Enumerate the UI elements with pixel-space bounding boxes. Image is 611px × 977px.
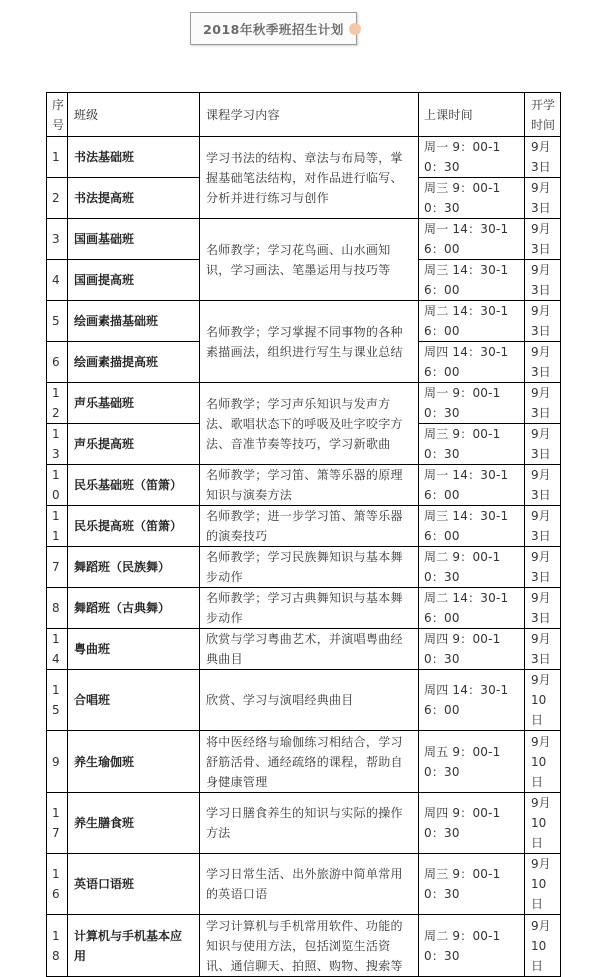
row-index: 7: [47, 547, 68, 588]
row-start: 9月3日: [525, 137, 561, 178]
row-start: 9月10日: [525, 793, 561, 854]
table-row: [47, 301, 561, 342]
row-start: 9月10日: [525, 915, 561, 977]
table-row: [47, 588, 561, 629]
header-content: 课程学习内容: [200, 93, 419, 137]
header-time: 上课时间: [419, 93, 525, 137]
table-row: [47, 793, 561, 854]
row-class: 舞蹈班（古典舞）: [68, 588, 200, 629]
row-content: 将中医经络与瑜伽练习相结合，学习舒筋活骨、通经疏络的课程，帮助自身健康管理: [200, 731, 419, 793]
row-start: 9月10日: [525, 670, 561, 731]
row-class: 民乐基础班（笛箫）: [68, 465, 200, 506]
row-time: 周一 9：00-10：30: [419, 137, 525, 178]
row-content: 学习日膳食养生的知识与实际的操作方法: [200, 793, 419, 854]
row-start: 9月3日: [525, 465, 561, 506]
row-start: 9月3日: [525, 424, 561, 465]
row-start: 9月3日: [525, 178, 561, 219]
row-content: 名师教学；学习民族舞知识与基本舞步动作: [200, 547, 419, 588]
row-index: 6: [47, 342, 68, 383]
row-content: 名师教学；学习古典舞知识与基本舞步动作: [200, 588, 419, 629]
row-start: 9月3日: [525, 547, 561, 588]
row-class: 养生瑜伽班: [68, 731, 200, 793]
row-class: 英语口语班: [68, 854, 200, 915]
row-time: 周三 9：00-10：30: [419, 424, 525, 465]
row-content: 学习计算机与手机常用软件、功能的知识与使用方法，包括浏览生活资讯、通信聊天、拍照、购物、搜索等: [200, 915, 419, 977]
row-start: 9月3日: [525, 260, 561, 301]
row-index: 8: [47, 588, 68, 629]
row-class: 绘画素描基础班: [68, 301, 200, 342]
row-class: 书法提高班: [68, 178, 200, 219]
row-time: 周一 14：30-16：00: [419, 465, 525, 506]
row-time: 周一 14：30-16：00: [419, 219, 525, 260]
row-time: 周二 14：30-16：00: [419, 588, 525, 629]
row-index: 15: [47, 670, 68, 731]
row-time: 周三 9：00-10：30: [419, 178, 525, 219]
row-content: 学习日常生活、出外旅游中简单常用的英语口语: [200, 854, 419, 915]
table-row: [47, 506, 561, 547]
enrollment-table: [46, 92, 561, 977]
header-class: 班级: [68, 93, 200, 137]
table-header-row: [47, 93, 561, 137]
row-content: 学习书法的结构、章法与布局等，掌握基础笔法结构，对作品进行临写、分析并进行练习与创作: [200, 137, 419, 219]
row-content: 名师教学；进一步学习笛、箫等乐器的演奏技巧: [200, 506, 419, 547]
header-index: 序号: [47, 93, 68, 137]
row-index: 17: [47, 793, 68, 854]
row-index: 14: [47, 629, 68, 670]
row-start: 9月3日: [525, 301, 561, 342]
row-time: 周三 14：30-16：00: [419, 260, 525, 301]
row-time: 周一 9：00-10：30: [419, 383, 525, 424]
row-class: 计算机与手机基本应用: [68, 915, 200, 977]
row-index: 18: [47, 915, 68, 977]
table-row: [47, 854, 561, 915]
table-row: [47, 731, 561, 793]
row-time: 周二 9：00-10：30: [419, 547, 525, 588]
row-start: 9月3日: [525, 342, 561, 383]
row-class: 舞蹈班（民族舞）: [68, 547, 200, 588]
table-row: [47, 219, 561, 260]
row-start: 9月3日: [525, 588, 561, 629]
row-content: 名师教学；学习声乐知识与发声方法、歌唱状态下的呼吸及吐字咬字方法、音准节奏等技巧，学习新歌曲: [200, 383, 419, 465]
row-index: 2: [47, 178, 68, 219]
page-title: 2018年秋季班招生计划: [190, 12, 357, 45]
table-row: [47, 547, 561, 588]
table-row: [47, 383, 561, 424]
row-class: 国画基础班: [68, 219, 200, 260]
row-class: 民乐提高班（笛箫）: [68, 506, 200, 547]
table-row: [47, 915, 561, 977]
row-start: 9月3日: [525, 629, 561, 670]
row-start: 9月10日: [525, 854, 561, 915]
row-content: 名师教学；学习花鸟画、山水画知识，学习画法、笔墨运用与技巧等: [200, 219, 419, 301]
row-time: 周四 9：00-10：30: [419, 793, 525, 854]
row-start: 9月3日: [525, 219, 561, 260]
row-start: 9月3日: [525, 383, 561, 424]
row-class: 声乐基础班: [68, 383, 200, 424]
row-index: 5: [47, 301, 68, 342]
row-class: 合唱班: [68, 670, 200, 731]
row-content: 名师教学；学习掌握不同事物的各种素描画法，组织进行写生与课业总结: [200, 301, 419, 383]
row-index: 10: [47, 465, 68, 506]
table-row: [47, 137, 561, 178]
row-content: 欣赏与学习粤曲艺术，并演唱粤曲经典曲目: [200, 629, 419, 670]
row-time: 周三 9：00-10：30: [419, 854, 525, 915]
table-row: [47, 629, 561, 670]
header-start: 开学时间: [525, 93, 561, 137]
row-class: 国画提高班: [68, 260, 200, 301]
row-content: 欣赏、学习与演唱经典曲目: [200, 670, 419, 731]
row-time: 周四 14：30-16：00: [419, 342, 525, 383]
row-content: 名师教学；学习笛、箫等乐器的原理知识与演奏方法: [200, 465, 419, 506]
row-class: 声乐提高班: [68, 424, 200, 465]
row-index: 16: [47, 854, 68, 915]
row-time: 周四 14：30-16：00: [419, 670, 525, 731]
table-row: [47, 465, 561, 506]
row-time: 周二 9：00-10：30: [419, 915, 525, 977]
row-index: 9: [47, 731, 68, 793]
row-start: 9月3日: [525, 506, 561, 547]
table-row: [47, 670, 561, 731]
row-index: 3: [47, 219, 68, 260]
row-index: 12: [47, 383, 68, 424]
row-time: 周四 9：00-10：30: [419, 629, 525, 670]
row-index: 11: [47, 506, 68, 547]
row-time: 周二 14：30-16：00: [419, 301, 525, 342]
row-class: 养生膳食班: [68, 793, 200, 854]
row-time: 周三 14：30-16：00: [419, 506, 525, 547]
row-class: 粤曲班: [68, 629, 200, 670]
row-index: 1: [47, 137, 68, 178]
row-index: 4: [47, 260, 68, 301]
row-class: 绘画素描提高班: [68, 342, 200, 383]
decorative-dot: [349, 23, 361, 35]
row-index: 13: [47, 424, 68, 465]
row-class: 书法基础班: [68, 137, 200, 178]
row-start: 9月10日: [525, 731, 561, 793]
row-time: 周五 9：00-10：30: [419, 731, 525, 793]
